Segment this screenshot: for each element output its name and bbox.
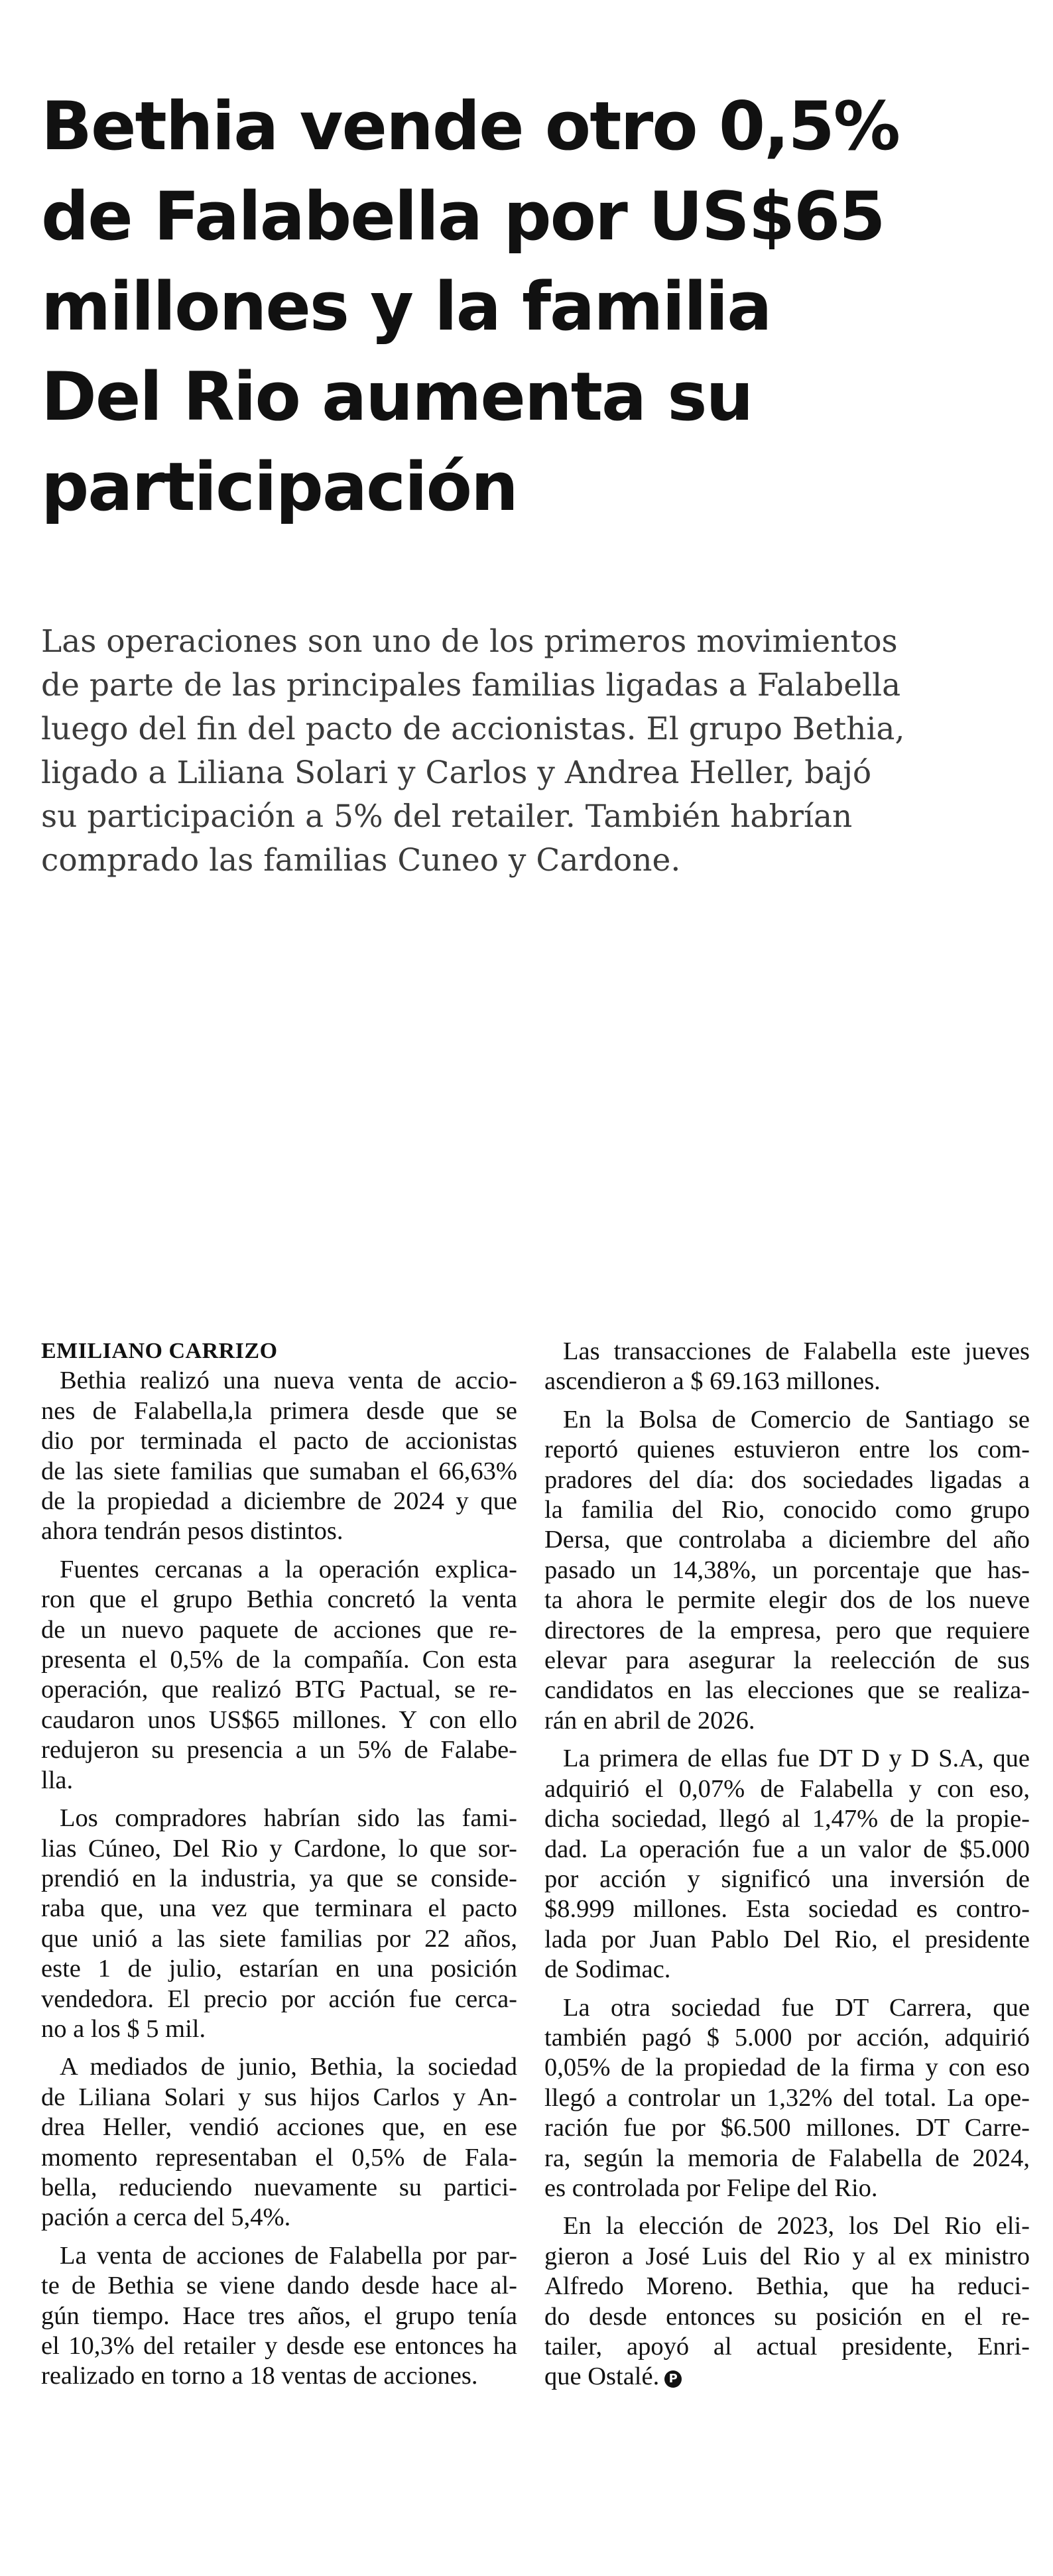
headline-line: de Falabella por US$65 <box>41 177 885 255</box>
body-text-line: dad. La operación fue a un valor de $5.000 <box>544 1835 1030 1863</box>
body-text-line: este 1 de julio, estarían en una posición <box>41 1955 517 1983</box>
body-text-line: gún tiempo. Hace tres años, el grupo tenía <box>41 2301 517 2330</box>
body-paragraph <box>544 1337 1030 1397</box>
headline-line: Del Rio aumenta su <box>41 357 753 436</box>
subheadline-line: comprado las familias Cuneo y Cardone. <box>41 842 681 879</box>
body-text-line: no a los $ 5 mil. <box>41 2014 206 2043</box>
subheadline-line: su participación a 5% del retailer. También habrían <box>41 798 853 835</box>
body-paragraph <box>41 2052 517 2233</box>
body-text-line: La primera de ellas fue DT D y D S.A, que <box>563 1745 1030 1773</box>
article-end-icon: P <box>664 2370 682 2388</box>
article-headline <box>41 81 1022 532</box>
body-text-line: de Sodimac. <box>544 1955 671 1984</box>
subheadline-line: luego del fin del pacto de accionistas. El grupo Bethia, <box>41 711 905 747</box>
body-text-line: A mediados de junio, Bethia, la sociedad <box>60 2053 517 2081</box>
subheadline-line: ligado a Liliana Solari y Carlos y Andrea Heller, bajó <box>41 755 872 791</box>
body-paragraph <box>41 1366 517 1546</box>
body-paragraph <box>41 1555 517 1796</box>
body-text-line: raba que, una vez que terminara el pacto <box>41 1894 517 1923</box>
body-text-line: ra, según la memoria de Falabella de 2024, <box>544 2144 1030 2172</box>
body-text-line: Los compradores habrían sido las fami- <box>60 1804 517 1833</box>
body-text-line: lias Cúneo, Del Rio y Cardone, lo que sor- <box>41 1834 517 1863</box>
body-text-line: de Liliana Solari y sus hijos Carlos y An- <box>41 2083 517 2111</box>
body-text-line: Dersa, que controlaba a diciembre del año <box>544 1526 1030 1554</box>
subheadline-line: Las operaciones son uno de los primeros movimientos <box>41 623 898 660</box>
body-text-line: nes de Falabella,la primera desde que se <box>41 1396 517 1425</box>
body-text-line: pasado un 14,38%, un porcentaje que has- <box>544 1556 1030 1584</box>
subheadline-line: de parte de las principales familias ligadas a Falabella <box>41 667 901 704</box>
body-text-line: presenta el 0,5% de la compañía. Con esta <box>41 1646 517 1674</box>
body-text-line: operación, que realizó BTG Pactual, se re- <box>41 1676 517 1704</box>
body-text-line: caudaron unos US$65 millones. Y con ello <box>41 1705 517 1734</box>
body-text-line: $8.999 millones. Esta sociedad es contro- <box>544 1895 1030 1924</box>
body-text-line: Fuentes cercanas a la operación explica- <box>60 1555 517 1583</box>
body-text-line: do desde entonces su posición en el re- <box>544 2302 1030 2331</box>
body-paragraph <box>544 1993 1030 2204</box>
body-text-line: de la propiedad a diciembre de 2024 y que <box>41 1487 517 1516</box>
body-text-line: drea Heller, vendió acciones que, en ese <box>41 2113 517 2142</box>
article-subheadline <box>41 620 1022 883</box>
body-text-line: ahora tendrán pesos distintos. <box>41 1517 343 1546</box>
body-text-line: la familia del Rio, conocido como grupo <box>544 1496 1030 1524</box>
body-text-line: pradores del día: dos sociedades ligadas a <box>544 1465 1030 1494</box>
body-text-line: adquirió el 0,07% de Falabella y con eso, <box>544 1774 1030 1803</box>
headline-line: participación <box>41 448 517 526</box>
body-text-line: de las siete familias que sumaban el 66,63% <box>41 1457 517 1485</box>
body-text-line: ración fue por $6.500 millones. DT Carre- <box>544 2114 1030 2142</box>
body-text-line: rán en abril de 2026. <box>544 1706 755 1735</box>
headline-line: Bethia vende otro 0,5% <box>41 87 899 165</box>
body-text-line: En la elección de 2023, los Del Rio eli- <box>563 2212 1030 2240</box>
body-text-line: En la Bolsa de Comercio de Santiago se <box>563 1405 1030 1434</box>
body-text-line: candidatos en las elecciones que se realiza- <box>544 1676 1030 1705</box>
article-column-left <box>41 1336 517 2400</box>
body-text-line: el 10,3% del retailer y desde ese entonces ha <box>41 2332 517 2360</box>
body-text-line: que Ostalé. <box>544 2362 660 2391</box>
body-text-line: de un nuevo paquete de acciones que re- <box>41 1615 517 1644</box>
body-text-line: Las transacciones de Falabella este jueves <box>563 1337 1030 1365</box>
body-text-line: momento representaban el 0,5% de Fala- <box>41 2143 517 2172</box>
body-text-line: prendió en la industria, ya que se conside- <box>41 1864 517 1892</box>
body-text-line: llegó a controlar un 1,32% del total. La ope- <box>544 2083 1030 2112</box>
body-paragraph <box>544 1744 1030 1985</box>
headline-line: millones y la familia <box>41 267 771 345</box>
body-paragraph <box>544 1405 1030 1736</box>
body-paragraph <box>41 2241 517 2392</box>
body-text-line: elevar para asegurar la reelección de sus <box>544 1646 1030 1675</box>
body-text-line: ron que el grupo Bethia concretó la venta <box>41 1585 517 1614</box>
body-text-line: te de Bethia se viene dando desde hace al- <box>41 2272 517 2300</box>
body-text-line: La venta de acciones de Falabella por par- <box>60 2241 517 2270</box>
body-text-line: ascendieron a $ 69.163 millones. <box>544 1367 881 1396</box>
body-text-line: La otra sociedad fue DT Carrera, que <box>563 1993 1030 2022</box>
author-byline: EMILIANO CARRIZO <box>41 1339 278 1363</box>
body-text-line: tailer, apoyó al actual presidente, Enri- <box>544 2333 1030 2361</box>
body-text-line: es controlada por Felipe del Rio. <box>544 2174 878 2202</box>
body-text-line: directores de la empresa, pero que requiere <box>544 1616 1030 1644</box>
body-text-line: también pagó $ 5.000 por acción, adquirió <box>544 2023 1030 2052</box>
body-text-line: Bethia realizó una nueva venta de accio- <box>60 1367 517 1395</box>
body-text-line: redujeron su presencia a un 5% de Falabe- <box>41 1736 517 1764</box>
body-text-line: Alfredo Moreno. Bethia, que ha reduci- <box>544 2272 1030 2301</box>
body-text-line: bella, reduciendo nuevamente su partici- <box>41 2173 517 2201</box>
body-text-line: 0,05% de la propiedad de la firma y con eso <box>544 2054 1030 2082</box>
body-text-line: pación a cerca del 5,4%. <box>41 2203 291 2232</box>
body-text-line: gieron a José Luis del Rio y al ex ministro <box>544 2242 1030 2270</box>
body-text-line: reportó quienes estuvieron entre los com- <box>544 1436 1030 1464</box>
body-text-line: realizado en torno a 18 ventas de acciones. <box>41 2362 478 2390</box>
article-column-right <box>544 1337 1030 2400</box>
body-text-line: dicha sociedad, llegó al 1,47% de la propie- <box>544 1805 1030 1833</box>
body-text-line: vendedora. El precio por acción fue cerca- <box>41 1985 517 2013</box>
body-paragraph <box>544 2211 1030 2392</box>
body-text-line: ta ahora le permite elegir dos de los nueve <box>544 1586 1030 1615</box>
body-paragraph <box>41 1804 517 2044</box>
body-text-line: lada por Juan Pablo Del Rio, el presidente <box>544 1925 1030 1953</box>
body-text-line: por acción y significó una inversión de <box>544 1865 1030 1893</box>
body-text-line: que unió a las siete familias por 22 años, <box>41 1924 517 1953</box>
body-text-line: lla. <box>41 1766 74 1794</box>
body-text-line: dio por terminada el pacto de accionistas <box>41 1427 517 1455</box>
